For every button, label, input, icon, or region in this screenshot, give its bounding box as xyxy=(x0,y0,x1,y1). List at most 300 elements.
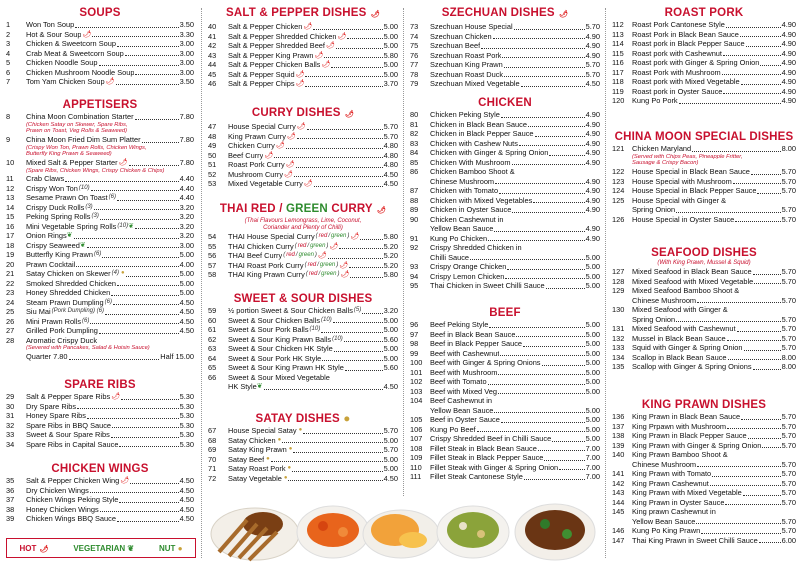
spare-ribs-section xyxy=(6,378,194,449)
item-number: 30 xyxy=(6,401,15,411)
item-name: Salt & Pepper Squid xyxy=(228,69,295,79)
item-name: King Prawn with Tomato xyxy=(632,469,712,478)
item-name: Siu Mai xyxy=(26,307,51,317)
item-name: Salt & Pepper King Prawn xyxy=(228,50,314,60)
item-name: Roast pork with Cashewnut xyxy=(632,48,722,58)
item-name: Beef in Oyster Sauce xyxy=(430,415,500,424)
section-title-chicken: CHICKEN xyxy=(478,97,532,109)
chili-icon: 🌶 xyxy=(286,132,296,140)
item-price: 3.20 xyxy=(179,212,194,222)
item-price: 4.50 xyxy=(179,504,194,514)
item-name: Chicken with Tomato xyxy=(430,186,499,195)
item-name: Chinese Mushroom xyxy=(632,459,697,469)
item-number: 86 xyxy=(410,167,419,176)
item-number: 116 xyxy=(612,58,624,67)
item-price: 5.80 xyxy=(383,50,398,60)
peanut-icon: ● xyxy=(343,413,351,425)
item-number: 60 xyxy=(208,315,217,325)
section-title-salt-pepper: SALT & PEPPER DISHES 🌶 xyxy=(225,7,381,19)
item-number: 1 xyxy=(6,20,11,29)
menu-item xyxy=(410,339,600,349)
item-name: Chinese Mushroom xyxy=(632,295,697,305)
item-price: 3.50 xyxy=(179,77,194,86)
menu-item xyxy=(208,426,398,436)
item-price: 5.00 xyxy=(383,325,398,334)
chili-icon: 🌶 xyxy=(325,42,335,49)
chili-icon: 🌶 xyxy=(284,170,293,178)
menu-item xyxy=(6,231,194,241)
menu-item xyxy=(410,330,600,340)
item-name: Chicken Noodle Soup xyxy=(26,58,98,67)
item-number: 59 xyxy=(208,306,217,315)
chili-icon: 🌶 xyxy=(329,242,339,250)
item-number: 127 xyxy=(612,267,625,276)
menu-item xyxy=(410,243,600,253)
item-name: Beef with Cashewnut xyxy=(430,348,500,358)
item-number: 123 xyxy=(612,176,625,186)
item-price: 5.70 xyxy=(383,122,398,131)
item-number: 144 xyxy=(612,497,625,507)
item-quantity: (10) xyxy=(332,335,343,342)
menu-item xyxy=(410,110,600,120)
item-price: 4.40 xyxy=(179,193,194,203)
menu-item xyxy=(612,536,796,546)
item-name: Grilled Pork Dumpling xyxy=(26,326,98,336)
item-price: 5.00 xyxy=(383,435,398,445)
item-quantity: (4) xyxy=(111,270,119,277)
item-name: Chicken with Mixed Vegetables xyxy=(430,195,533,205)
item-number: 40 xyxy=(208,22,217,31)
item-number: 90 xyxy=(410,214,419,224)
item-number: 31 xyxy=(6,411,15,420)
item-price: 5.70 xyxy=(781,412,796,421)
item-price: 5.00 xyxy=(585,329,600,339)
item-price: 5.70 xyxy=(585,69,600,79)
china-moon-list xyxy=(612,167,796,224)
item-name: King prawn Cashewnut in xyxy=(632,507,716,516)
item-name: Dry Spare Ribs xyxy=(26,401,77,411)
item-number: 17 xyxy=(6,231,15,241)
item-name: King Prpawn with Mushroom xyxy=(632,421,727,431)
menu-item xyxy=(6,392,194,402)
item-name: King Prawn Cashewnut xyxy=(632,478,709,488)
item-price: 4.50 xyxy=(585,79,600,88)
item-name: King Prawn with Mixed Vegetable xyxy=(632,488,742,497)
item-price: 3.70 xyxy=(383,79,398,88)
item-name: Fillet Steak in Black Bean Sauce xyxy=(430,443,537,453)
menu-item: 57 THAI Roast Pork Curry ( red / green ) 🌶 5.20 xyxy=(208,260,398,270)
item-number: 137 xyxy=(612,421,625,431)
menu-item-continued xyxy=(410,253,600,263)
menu-item xyxy=(612,469,796,479)
item-number: 142 xyxy=(612,478,625,488)
chili-icon: 🌶 xyxy=(314,51,324,59)
chili-icon: 🌶 xyxy=(295,70,305,78)
item-name: Crispy Duck Rolls xyxy=(26,202,85,212)
item-name: Szechuan King Prawn xyxy=(430,60,503,69)
item-number: 25 xyxy=(6,307,15,317)
item-price: 5.70 xyxy=(781,314,796,324)
item-number: 131 xyxy=(612,324,625,333)
item-number: 99 xyxy=(410,348,419,358)
menu-item xyxy=(208,122,398,132)
menu-item xyxy=(6,49,194,59)
item-name: Sweet & Sour King Prawn Balls xyxy=(228,334,332,344)
item-price: 5.70 xyxy=(781,267,796,276)
item-name: Chinese Mushroom xyxy=(430,176,495,186)
item-price: 3.20 xyxy=(179,202,194,212)
item-price: 3.20 xyxy=(179,231,194,241)
menu-item xyxy=(612,39,796,49)
item-number: 65 xyxy=(208,363,217,372)
item-name: ½ portion Sweet & Sour Chicken Balls xyxy=(228,306,353,315)
item-price: 5.00 xyxy=(585,367,600,377)
menu-item xyxy=(410,472,600,482)
menu-item xyxy=(612,196,796,206)
menu-item xyxy=(6,68,194,78)
item-number: 52 xyxy=(208,169,217,179)
item-number: 15 xyxy=(6,212,15,222)
item-price: 5.70 xyxy=(781,478,796,488)
section-title-china-moon-special: CHINA MOON SPECIAL DISHES xyxy=(614,131,794,143)
menu-item xyxy=(208,363,398,373)
chili-icon: 🌶 xyxy=(285,161,295,168)
menu-item xyxy=(612,422,796,432)
item-number: 43 xyxy=(208,50,217,60)
item-name: Mussel in Black Bean Sauce xyxy=(632,333,726,343)
item-number: 104 xyxy=(410,396,423,405)
menu-item xyxy=(6,495,194,505)
item-number: 113 xyxy=(612,29,624,39)
item-name: Szechuan Chicken xyxy=(430,31,492,41)
item-price: 5.00 xyxy=(383,464,398,473)
menu-item xyxy=(410,368,600,378)
menu-item xyxy=(612,324,796,334)
item-price: 4.90 xyxy=(585,224,600,233)
menu-item xyxy=(6,476,194,486)
item-name: Chicken With Mushroom xyxy=(430,157,511,167)
item-price: 4.90 xyxy=(585,148,600,157)
item-name: Mixed Seafood in Black Bean Sauce xyxy=(632,267,752,276)
item-name: Sweet & Sour King Prawn HK Style xyxy=(228,363,344,372)
item-name: Sweet & Sour Chicken HK Style xyxy=(228,344,333,353)
chili-icon: 🌶 xyxy=(303,180,313,187)
chili-icon: 🌶 xyxy=(321,61,331,68)
menu-item: HK Style ❦ 4.50 xyxy=(228,382,398,391)
legend xyxy=(6,538,196,558)
item-quantity: (10) xyxy=(78,184,90,191)
item-number: 76 xyxy=(410,50,419,60)
item-number: 67 xyxy=(208,426,217,435)
item-price: 5.00 xyxy=(179,269,194,279)
item-number: 3 xyxy=(6,39,11,48)
item-note: (Served with Chips Peas, Pineapple Fritter, xyxy=(632,153,743,160)
chili-icon: 🌶 xyxy=(350,233,360,240)
menu-item xyxy=(410,120,600,130)
item-number: 117 xyxy=(612,67,624,77)
item-name: Beef in Black Bean Sauce xyxy=(430,329,516,339)
item-note: Sausage & Crispy Bacon) xyxy=(632,160,699,167)
menu-item-continued xyxy=(410,224,600,234)
chili-icon: 🌶 xyxy=(118,159,128,167)
item-name: Beef in Black Pepper Sauce xyxy=(430,339,523,348)
item-name: Satay Beef xyxy=(228,454,265,464)
item-number: 81 xyxy=(410,119,419,129)
item-price: 5.70 xyxy=(383,445,398,454)
item-number: 94 xyxy=(410,271,419,281)
section-title-szechuan: SZECHUAN DISHES 🌶 xyxy=(441,7,569,19)
item-price: 7.00 xyxy=(585,453,600,462)
item-price: 3.20 xyxy=(179,221,194,231)
item-name: King Prawn in Oyster Sauce xyxy=(632,497,725,507)
item-number: 26 xyxy=(6,316,15,326)
menu-item xyxy=(612,177,796,187)
item-number: 118 xyxy=(612,77,624,86)
item-name: Szechuan Beef xyxy=(430,41,481,50)
item-price: 5.00 xyxy=(179,278,194,288)
item-name: Beef with Mushroom xyxy=(430,367,498,377)
item-number: 83 xyxy=(410,138,419,148)
item-number: 129 xyxy=(612,286,625,295)
thai-green-tag: green xyxy=(321,271,337,277)
menu-item xyxy=(410,79,600,89)
menu-item xyxy=(6,288,194,298)
item-price: 7.00 xyxy=(585,462,600,472)
item-name: Salt & Pepper Shredded Beef xyxy=(228,41,325,50)
item-price: 5.70 xyxy=(781,343,796,352)
menu-item xyxy=(208,335,398,345)
item-name: Chicken Cashewnut in xyxy=(430,214,504,224)
soups-list xyxy=(6,20,194,87)
item-number: 27 xyxy=(6,326,15,336)
menu-item: 54 THAI House Special Curry ( red / green ) 🌶 5.80 xyxy=(208,232,398,241)
sweet-sour-list xyxy=(208,306,398,373)
item-name: Mixed Seafood with Ginger & xyxy=(632,305,728,314)
menu-item xyxy=(6,30,194,40)
menu-item xyxy=(6,39,194,49)
menu-item xyxy=(612,450,796,460)
item-name: Peking Spring Rolls xyxy=(26,212,91,222)
menu-item xyxy=(6,402,194,412)
item-name: THAI Beef Curry xyxy=(228,251,283,260)
item-price: 4.90 xyxy=(781,77,796,86)
item-name: Salt & Pepper Chicken Wing xyxy=(26,476,120,485)
menu-item xyxy=(410,60,600,70)
item-price: 5.00 xyxy=(383,22,398,31)
item-number: 135 xyxy=(612,362,625,371)
item-number: 54 xyxy=(208,232,217,241)
item-price: 4.90 xyxy=(585,138,600,148)
item-number: 14 xyxy=(6,202,15,212)
item-price: 4.80 xyxy=(383,141,398,150)
item-name: Chicken Bamboo Shoot & xyxy=(430,167,515,176)
item-name: Butterfly King Prawn xyxy=(26,250,93,260)
item-price: 5.70 xyxy=(781,488,796,497)
item-name: Kung Po Chicken xyxy=(430,233,488,243)
item-name: King Prawn with Ginger & Spring Onion xyxy=(632,440,762,450)
item-price: 3.00 xyxy=(179,39,194,48)
menu-item xyxy=(410,129,600,139)
item-name: Chicken Wings BBQ Sauce xyxy=(26,514,116,523)
menu-item-continued xyxy=(612,460,796,470)
item-price: 5.70 xyxy=(781,333,796,343)
menu-item xyxy=(410,320,600,330)
menu-item-portions: Quarter 7.80 Half 15.00 xyxy=(26,352,194,362)
item-name: THAI Chicken Curry xyxy=(228,241,294,251)
item-price: 5.70 xyxy=(781,459,796,469)
section-title-king-prawn: KING PRAWN DISHES xyxy=(641,399,767,411)
item-name: House Special with Ginger & xyxy=(632,195,727,205)
item-name: Chicken Curry xyxy=(228,141,275,150)
seafood-section xyxy=(612,246,796,372)
item-note: (Spare Ribs, Chicken Wings, Crispy Chicken & Chips) xyxy=(26,167,165,174)
item-quantity: (10) xyxy=(321,316,332,323)
item-price: 5.70 xyxy=(781,421,796,431)
spare-ribs-list xyxy=(6,392,194,449)
item-number: 63 xyxy=(208,344,217,353)
item-name: Chicken Peking Style xyxy=(430,110,500,119)
item-name: Dry Chicken Wings xyxy=(26,485,89,495)
menu-item: 58 THAI King Prawn Curry ( red / green ) 🌶 5.80 xyxy=(208,270,398,279)
item-name: Chicken in Black Bean Sauce xyxy=(430,119,527,129)
item-number: 24 xyxy=(6,297,15,307)
curry-section xyxy=(208,106,398,189)
menu-item xyxy=(6,250,194,260)
menu-item xyxy=(410,139,600,149)
menu-item xyxy=(410,234,600,244)
menu-item xyxy=(612,334,796,344)
item-number: 146 xyxy=(612,526,625,535)
item-number: 141 xyxy=(612,469,625,478)
item-name: Szechuan House Special xyxy=(430,22,513,31)
chili-icon: 🌶 xyxy=(82,30,92,38)
item-name: Satay Roast Pork xyxy=(228,464,286,473)
thai-red-tag: red xyxy=(307,261,317,268)
item-number: 47 xyxy=(208,122,217,131)
item-number: 103 xyxy=(410,386,423,396)
seafood-list xyxy=(612,267,796,372)
item-price: 5.60 xyxy=(383,363,398,372)
item-number: 85 xyxy=(410,157,419,167)
item-name: House Special in Oyster Sauce xyxy=(632,214,735,224)
section-title-beef: BEEF xyxy=(489,307,521,319)
item-price: 4.90 xyxy=(781,39,796,48)
item-number: 101 xyxy=(410,367,423,377)
menu-item xyxy=(6,269,194,279)
item-price: 5.70 xyxy=(383,131,398,141)
item-price: 4.50 xyxy=(383,169,398,179)
menu-item xyxy=(6,430,194,440)
item-price: 5.00 xyxy=(585,339,600,348)
chili-icon: 🌶 xyxy=(39,545,49,553)
item-number: 140 xyxy=(612,450,625,459)
thai-green-tag: green xyxy=(331,233,347,239)
chili-icon: 🌶 xyxy=(337,32,347,40)
item-price: 5.20 xyxy=(383,260,398,270)
menu-item xyxy=(410,51,600,61)
item-name: Crispy Shredded Chicken in xyxy=(430,243,522,252)
item-number: 119 xyxy=(612,86,624,96)
menu-item xyxy=(612,58,796,68)
item-number: 114 xyxy=(612,39,624,48)
item-name: Roast pork with Mixed Vegetable xyxy=(632,77,740,86)
item-price: 5.30 xyxy=(179,439,194,449)
peanut-icon: ● xyxy=(288,446,293,452)
menu-item xyxy=(612,186,796,196)
item-name: Chicken Mushroom Noodle Soup xyxy=(26,67,135,77)
item-price: 5.70 xyxy=(585,22,600,31)
menu-item xyxy=(208,354,398,364)
item-price: 4.90 xyxy=(781,58,796,67)
item-name: Onion Rings xyxy=(26,231,67,241)
legend-vegetarian: VEGETARIAN ❦ xyxy=(73,543,135,553)
chili-icon: 🌶 xyxy=(559,11,569,18)
item-price: 5.00 xyxy=(585,434,600,443)
thai-curry-section xyxy=(208,202,398,280)
item-number: 33 xyxy=(6,430,15,439)
menu-item xyxy=(6,260,194,270)
menu-item: 55 THAI Chicken Curry ( red / green ) 🌶 5.20 xyxy=(208,241,398,251)
item-price: 5.70 xyxy=(781,205,796,215)
item-price: 4.50 xyxy=(383,179,398,188)
item-name: Mixed Seafood with Cashewnut xyxy=(632,324,736,333)
menu-item xyxy=(612,412,796,422)
szechuan-section xyxy=(410,6,600,89)
item-number: 49 xyxy=(208,141,217,150)
item-number: 109 xyxy=(410,453,423,462)
menu-item xyxy=(410,167,600,177)
tag-separator: / xyxy=(317,261,319,268)
item-price: 5.70 xyxy=(781,469,796,478)
item-name: Beef with Tomato xyxy=(430,377,487,386)
item-price: 4.90 xyxy=(585,157,600,167)
item-price: 4.50 xyxy=(383,473,398,483)
menu-item xyxy=(208,306,398,316)
menu-item xyxy=(612,362,796,372)
menu-item-continued xyxy=(410,406,600,416)
item-price: 3.00 xyxy=(179,48,194,58)
menu-item xyxy=(410,205,600,215)
item-number: 105 xyxy=(410,415,423,424)
menu-item xyxy=(6,174,194,184)
item-name: Honey Chicken Wings xyxy=(26,504,99,514)
item-name: Fillet Steak with Ginger & Spring Onion xyxy=(430,462,559,472)
menu-item xyxy=(410,396,600,406)
item-price: 5.00 xyxy=(585,377,600,386)
item-name: Chicken Wings Peking Style xyxy=(26,495,119,504)
item-quantity: (3) xyxy=(91,213,99,220)
menu-column-2 xyxy=(202,0,402,566)
menu-item xyxy=(612,30,796,40)
item-number: 34 xyxy=(6,439,15,449)
item-price: 4.00 xyxy=(179,259,194,269)
item-price: 5.30 xyxy=(179,430,194,439)
menu-item xyxy=(410,349,600,359)
chili-icon: 🌶 xyxy=(296,123,306,130)
salt-pepper-list xyxy=(208,22,398,89)
item-price: 5.00 xyxy=(383,353,398,363)
peanut-icon: ● xyxy=(287,465,292,471)
menu-item xyxy=(6,203,194,213)
item-quantity: (6) xyxy=(108,194,116,201)
menu-item: 10 Mixed Salt & Pepper Starter 🌶 7.80 xyxy=(6,158,194,168)
item-number: 22 xyxy=(6,278,15,288)
item-price: 5.70 xyxy=(781,295,796,305)
item-price: 5.70 xyxy=(781,176,796,186)
item-name: Fillet Steak Cantonese Style xyxy=(430,472,523,481)
menu-item-continued xyxy=(612,315,796,325)
item-number: 91 xyxy=(410,233,419,243)
